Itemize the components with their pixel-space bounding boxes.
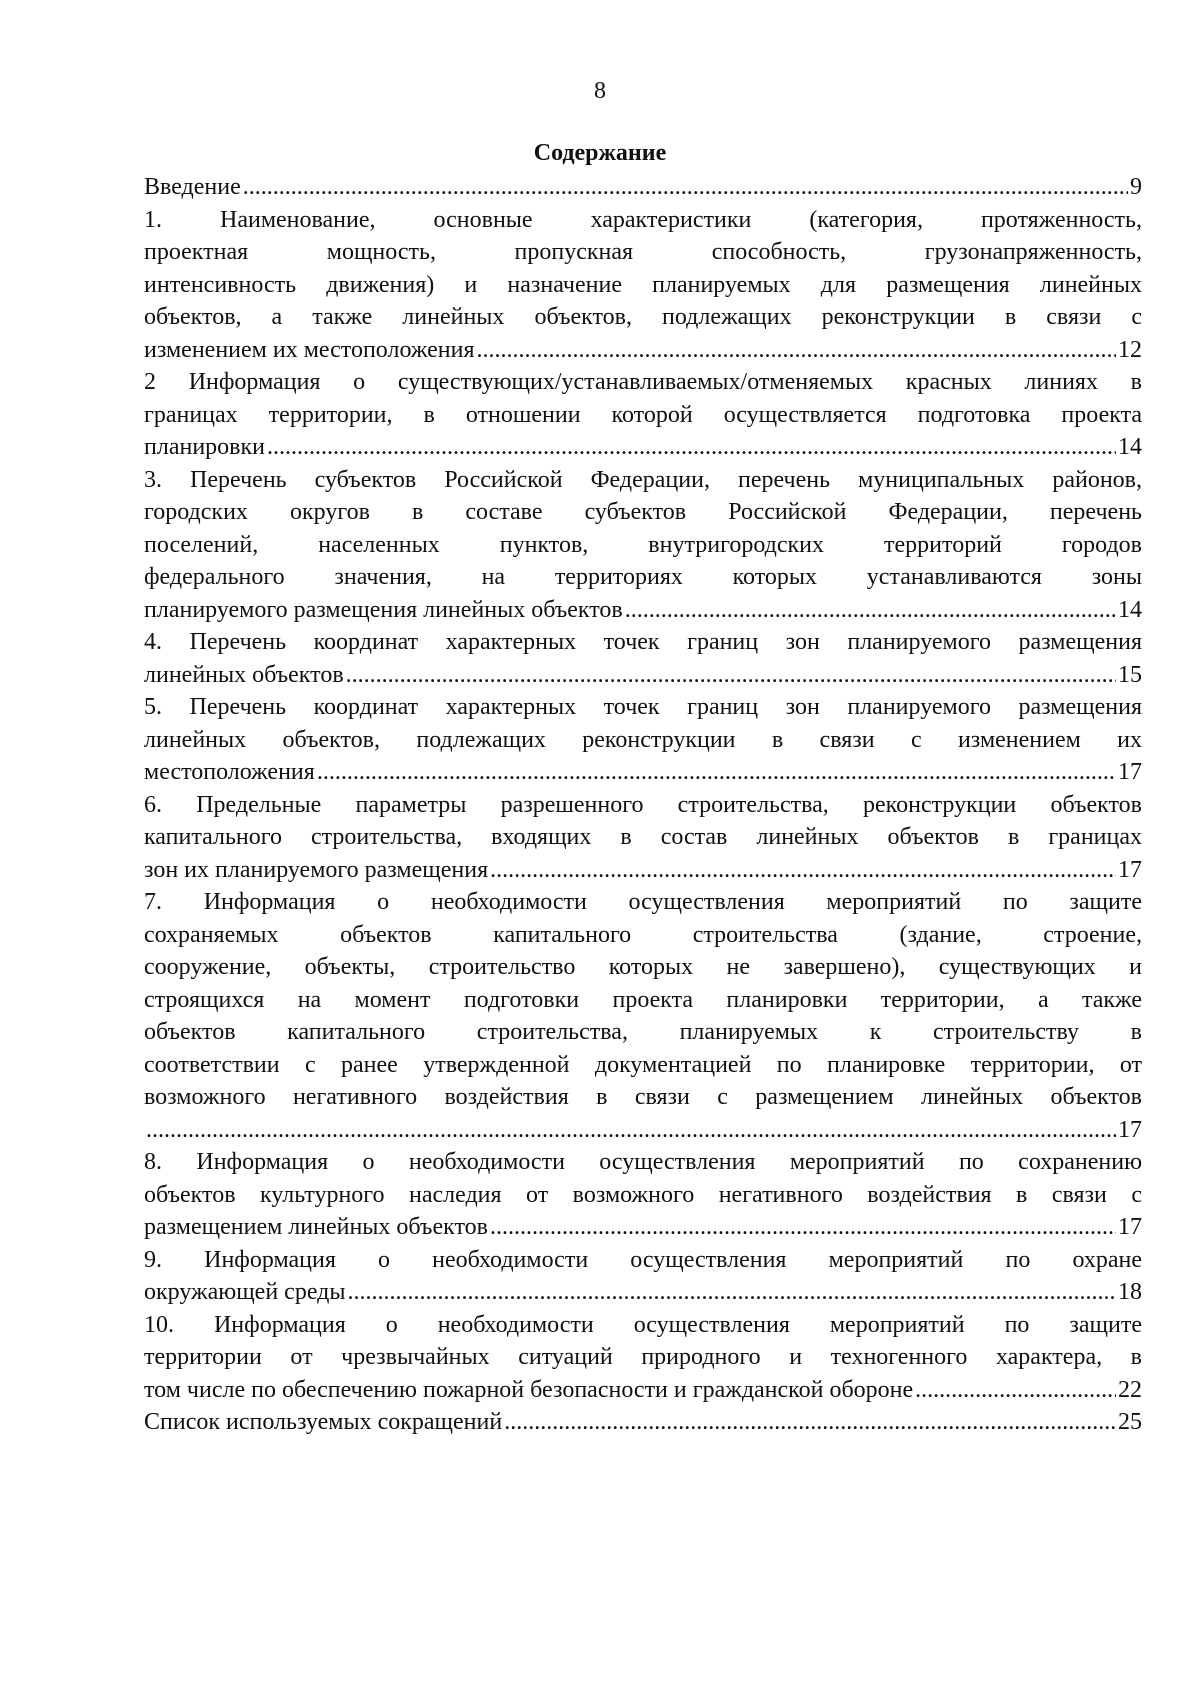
toc-entry[interactable]: [144, 204, 1142, 367]
toc-entry[interactable]: [144, 691, 1142, 789]
toc-entry-line: федерального значения, на территориях которых устанавливаются зоны: [144, 564, 1142, 590]
toc-entry-line: проектная мощность, пропускная способность, грузонапряженность,: [144, 239, 1142, 265]
toc-page-number: 14: [1118, 434, 1142, 460]
dot-leader: [243, 171, 1128, 204]
toc-entry-line: объектов культурного наследия от возможного негативного воздействия в связи с: [144, 1181, 1142, 1208]
dot-leader: [146, 1114, 1116, 1147]
toc-entry-line: 9. Информация о необходимости осуществления мероприятий по охране: [144, 1246, 1142, 1273]
toc-page-number: 15: [1118, 661, 1142, 688]
dot-leader: [317, 756, 1116, 789]
toc-entry-line: 4. Перечень координат характерных точек границ зон планируемого размещения: [144, 629, 1142, 655]
toc-entry-line: объектов, а также линейных объектов, подлежащих реконструкции в связи с: [144, 304, 1142, 330]
toc-entry-line: возможного негативного воздействия в связи с размещением линейных объектов: [144, 1084, 1142, 1110]
toc-entry[interactable]: [144, 789, 1142, 887]
toc-entry-line: 7. Информация о необходимости осуществления мероприятий по защите: [144, 889, 1142, 915]
dot-leader: [625, 594, 1116, 627]
dot-leader: [348, 1276, 1117, 1309]
table-of-contents: [144, 171, 1142, 1439]
toc-entry[interactable]: [144, 464, 1142, 627]
toc-entry-line: 10. Информация о необходимости осуществления мероприятий по защите: [144, 1311, 1142, 1338]
toc-entry-line: городских округов в составе субъектов Российской Федерации, перечень: [144, 499, 1142, 525]
toc-entry-line: 6. Предельные параметры разрешенного строительства, реконструкции объектов: [144, 791, 1142, 818]
toc-entry-text: планировки: [144, 434, 265, 460]
toc-entry[interactable]: [144, 626, 1142, 691]
toc-entry-text: окружающей среды: [144, 1279, 346, 1305]
dot-leader: [915, 1374, 1116, 1407]
toc-entry-line: интенсивность движения) и назначение планируемых для размещения линейных: [144, 271, 1142, 298]
toc-entry[interactable]: [144, 886, 1142, 1146]
toc-entry-line: поселений, населенных пунктов, внутригородских территорий городов: [144, 531, 1142, 558]
toc-entry-text: размещением линейных объектов: [144, 1214, 488, 1240]
toc-page-number: 17: [1118, 759, 1142, 785]
toc-entry-line: капитального строительства, входящих в состав линейных объектов в границах: [144, 824, 1142, 850]
toc-entry[interactable]: [144, 1406, 1142, 1439]
toc-entry-line: строящихся на момент подготовки проекта планировки территории, а также: [144, 986, 1142, 1013]
toc-entry-text: линейных объектов: [144, 661, 344, 688]
toc-entry-text: изменением их местоположения: [144, 336, 475, 363]
toc-entry-line: 5. Перечень координат характерных точек границ зон планируемого размещения: [144, 694, 1142, 720]
dot-leader: [504, 1406, 1116, 1439]
toc-page-number: 14: [1118, 596, 1142, 623]
toc-entry-line: границах территории, в отношении которой осуществляется подготовка проекта: [144, 401, 1142, 428]
toc-entry-text: местоположения: [144, 759, 315, 785]
toc-entry-line: объектов капитального строительства, планируемых к строительству в: [144, 1019, 1142, 1045]
toc-entry-line: 2 Информация о существующих/устанавливаемых/отменяемых красных линиях в: [144, 369, 1142, 395]
toc-entry-text: Список используемых сокращений: [144, 1409, 503, 1435]
toc-entry-text: том числе по обеспечению пожарной безопасности и гражданской обороне: [144, 1376, 914, 1403]
toc-entry-line: линейных объектов, подлежащих реконструкции в связи с изменением их: [144, 726, 1142, 753]
dot-leader: [490, 854, 1116, 887]
toc-entry-line: соответствии с ранее утвержденной документацией по планировке территории, от: [144, 1051, 1142, 1078]
toc-entry[interactable]: [144, 1309, 1142, 1407]
toc-entry-line: сохраняемых объектов капитального строительства (здание, строение,: [144, 921, 1142, 948]
toc-entry[interactable]: [144, 366, 1142, 464]
toc-title: Содержание: [533, 140, 667, 166]
toc-entry[interactable]: [144, 1244, 1142, 1309]
toc-entry-line: сооружение, объекты, строительство которых не завершено), существующих и: [144, 954, 1142, 980]
toc-page-number: 25: [1118, 1409, 1142, 1435]
dot-leader: [490, 1211, 1116, 1244]
toc-page-number: 12: [1118, 336, 1142, 363]
toc-entry-text: планируемого размещения линейных объектов: [144, 596, 623, 623]
toc-page-number: 17: [1118, 1116, 1142, 1143]
toc-entry[interactable]: [144, 1146, 1142, 1244]
toc-entry-line: 1. Наименование, основные характеристики (категория, протяженность,: [144, 206, 1142, 233]
page-number: 8: [594, 78, 606, 104]
toc-entry[interactable]: [144, 171, 1142, 204]
toc-entry-line: территории от чрезвычайных ситуаций природного и техногенного характера, в: [144, 1344, 1142, 1370]
toc-page-number: 17: [1118, 1214, 1142, 1240]
dot-leader: [346, 659, 1116, 692]
toc-page-number: 17: [1118, 856, 1142, 883]
toc-page-number: 18: [1118, 1279, 1142, 1305]
toc-entry-line: 8. Информация о необходимости осуществления мероприятий по сохранению: [144, 1149, 1142, 1175]
toc-entry-text: Введение: [144, 174, 241, 200]
toc-entry-text: зон их планируемого размещения: [144, 856, 489, 883]
dot-leader: [477, 334, 1116, 367]
toc-page-number: 22: [1118, 1376, 1142, 1403]
toc-entry-line: 3. Перечень субъектов Российской Федерации, перечень муниципальных районов,: [144, 466, 1142, 493]
dot-leader: [267, 431, 1116, 464]
toc-page-number: 9: [1130, 174, 1142, 200]
